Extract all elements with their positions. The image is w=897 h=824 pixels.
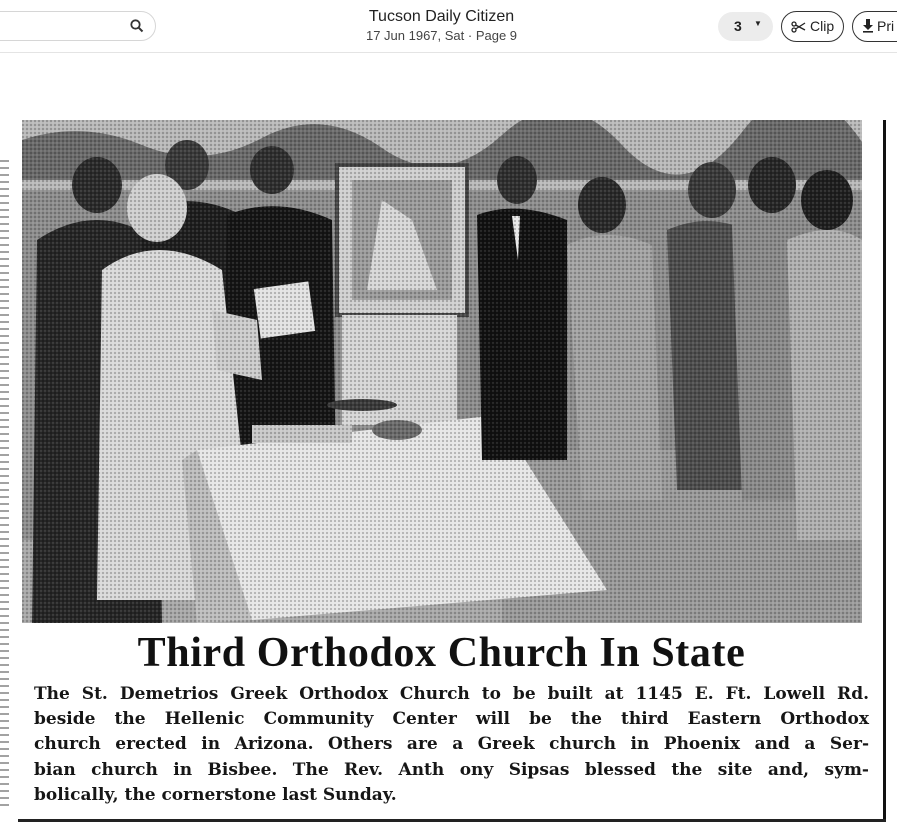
publication-date-page: 17 Jun 1967, Sat · Page 9 (365, 28, 518, 43)
column-margin-strip (0, 160, 9, 810)
page-count: 3 (734, 18, 742, 34)
print-button[interactable] (852, 11, 897, 42)
clip-button[interactable] (781, 11, 844, 42)
viewer-toolbar (0, 0, 897, 53)
caption-line: The St. Demetrios Greek Orthodox Church to be built at 1145 E. Ft. Lowell Rd. (34, 684, 869, 704)
caption-line: beside the Hellenic Community Center will be the third Eastern Orthodox (34, 709, 869, 730)
column-rule (883, 120, 886, 820)
news-photograph (22, 120, 862, 623)
bottom-rule (18, 819, 886, 822)
caret-down-icon: ▼ (754, 19, 762, 28)
caption-line: church erected in Arizona. Others are a Greek church in Phoenix and a Ser- (34, 734, 869, 755)
caption-line: bolically, the cornerstone last Sunday. (34, 784, 397, 805)
print-label: Pri (877, 18, 895, 34)
caption-line: bian church in Bisbee. The Rev. Anth ony Sipsas blessed the site and, sym- (34, 759, 869, 780)
scissors-icon (791, 20, 806, 37)
photo-caption (34, 682, 869, 808)
article-headline: Third Orthodox Church In State (137, 630, 746, 676)
clip-label: Clip (810, 18, 835, 34)
publication-title: Tucson Daily Citizen (368, 8, 515, 25)
page-selector-button[interactable] (718, 12, 773, 41)
download-icon (862, 18, 874, 36)
